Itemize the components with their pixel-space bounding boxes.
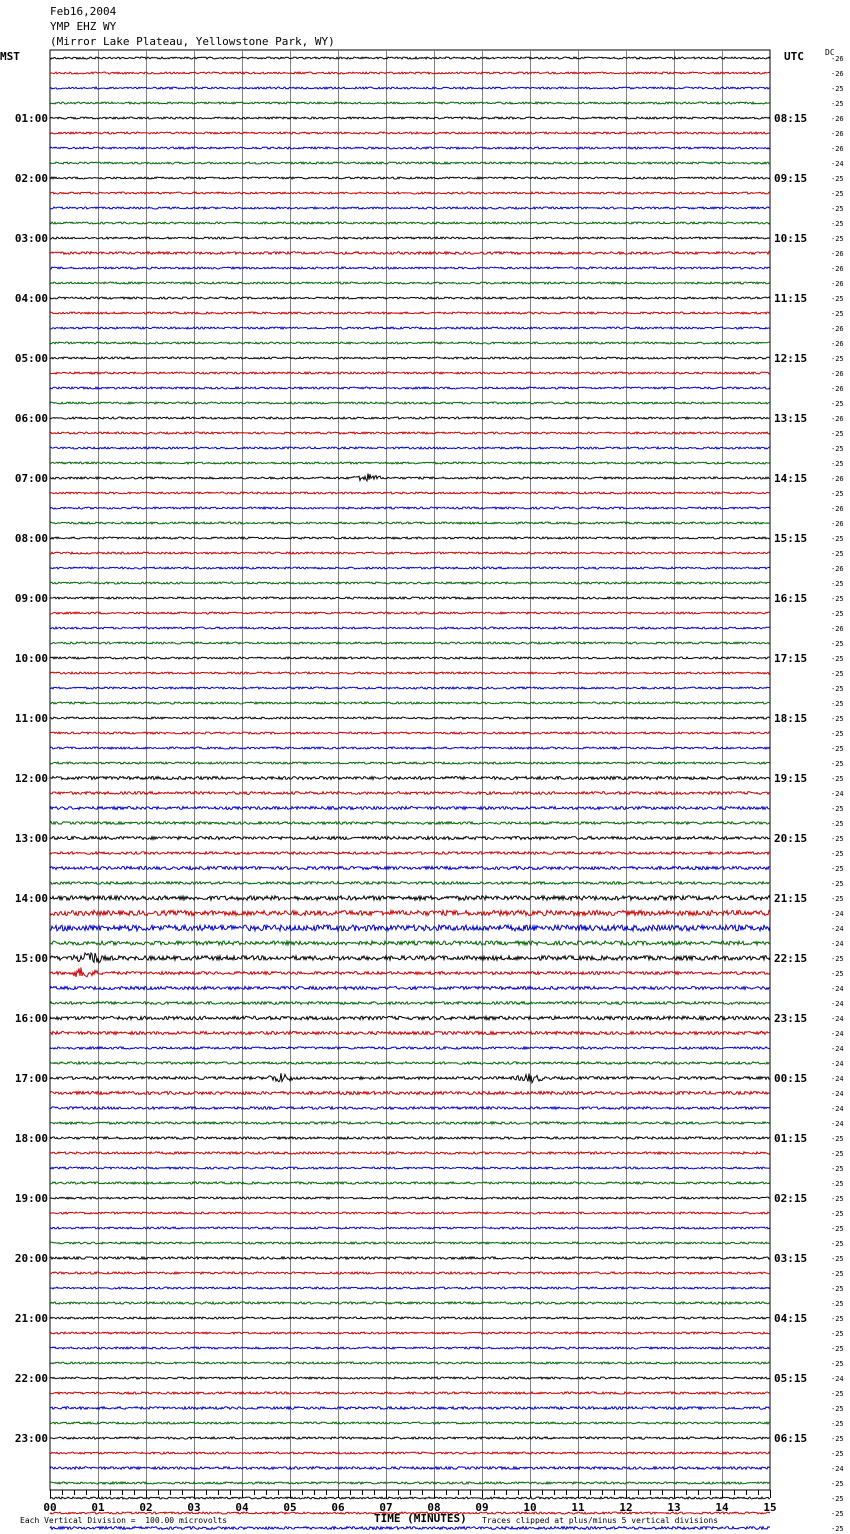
dc-offset-label: -25 xyxy=(831,1285,844,1293)
dc-offset-label: -25 xyxy=(831,445,844,453)
mst-hour-label: 19:00 xyxy=(14,1192,48,1205)
trace-63 xyxy=(50,1002,770,1005)
dc-offset-label: -26 xyxy=(831,415,844,423)
trace-8 xyxy=(50,177,770,179)
x-tick-label: 01 xyxy=(91,1501,105,1514)
header-date: Feb16,2004 xyxy=(50,5,117,18)
dc-offset-label: -25 xyxy=(831,745,844,753)
dc-offset-label: -26 xyxy=(831,70,844,78)
utc-hour-label: 01:15 xyxy=(774,1132,808,1145)
trace-43 xyxy=(50,702,770,704)
trace-70 xyxy=(50,1107,770,1110)
trace-10 xyxy=(50,207,770,209)
left-zone-label: MST xyxy=(0,50,20,63)
trace-35 xyxy=(50,582,770,584)
trace-32 xyxy=(50,537,770,539)
trace-55 xyxy=(50,882,770,885)
utc-hour-label: 18:15 xyxy=(774,712,808,725)
dc-offset-label: -26 xyxy=(831,370,844,378)
dc-offset-label: -25 xyxy=(831,670,844,678)
dc-offset-label: -25 xyxy=(831,640,844,648)
dc-offset-label: -25 xyxy=(831,205,844,213)
dc-offset-label: -26 xyxy=(831,385,844,393)
utc-hour-label: 03:15 xyxy=(774,1252,808,1265)
trace-61 xyxy=(50,967,770,976)
utc-hour-label: 04:15 xyxy=(774,1312,808,1325)
x-tick-label: 15 xyxy=(763,1501,777,1514)
trace-51 xyxy=(50,822,770,825)
mst-hour-label: 18:00 xyxy=(14,1132,48,1145)
dc-offset-label: -24 xyxy=(831,790,844,798)
trace-38 xyxy=(50,627,770,629)
mst-hour-label: 17:00 xyxy=(14,1072,48,1085)
trace-29 xyxy=(50,492,770,494)
utc-hour-label: 15:15 xyxy=(774,532,808,545)
trace-24 xyxy=(50,417,770,419)
trace-30 xyxy=(50,507,770,509)
trace-11 xyxy=(50,222,770,224)
dc-offset-label: -25 xyxy=(831,460,844,468)
trace-20 xyxy=(50,357,770,359)
utc-hour-label: 20:15 xyxy=(774,832,808,845)
dc-offset-label: -25 xyxy=(831,1390,844,1398)
utc-hour-label: 19:15 xyxy=(774,772,808,785)
dc-offset-label: -24 xyxy=(831,1075,844,1083)
trace-57 xyxy=(50,910,770,915)
header-location: (Mirror Lake Plateau, Yellowstone Park, WY) xyxy=(50,35,335,48)
dc-offset-label: -25 xyxy=(831,835,844,843)
trace-9 xyxy=(50,192,770,194)
utc-hour-label: 10:15 xyxy=(774,232,808,245)
trace-39 xyxy=(50,642,770,644)
x-tick-label: 04 xyxy=(235,1501,249,1514)
dc-offset-label: -25 xyxy=(831,850,844,858)
trace-28 xyxy=(50,474,770,481)
mst-hour-label: 08:00 xyxy=(14,532,48,545)
dc-offset-label: -25 xyxy=(831,1435,844,1443)
trace-53 xyxy=(50,852,770,855)
dc-offset-label: -26 xyxy=(831,625,844,633)
trace-31 xyxy=(50,522,770,524)
dc-offset-label: -26 xyxy=(831,55,844,63)
trace-90 xyxy=(50,1407,770,1410)
trace-18 xyxy=(50,327,770,329)
trace-1 xyxy=(50,72,770,74)
trace-85 xyxy=(50,1332,770,1334)
x-tick-label: 05 xyxy=(283,1501,297,1514)
trace-50 xyxy=(50,807,770,810)
trace-0 xyxy=(50,57,770,59)
utc-hour-label: 00:15 xyxy=(774,1072,808,1085)
dc-offset-label: -26 xyxy=(831,520,844,528)
dc-offset-label: -25 xyxy=(831,1525,844,1533)
trace-76 xyxy=(50,1197,770,1199)
trace-3 xyxy=(50,102,770,104)
dc-offset-label: -26 xyxy=(831,280,844,288)
dc-offset-label: -25 xyxy=(831,175,844,183)
dc-offset-label: -25 xyxy=(831,820,844,828)
clip-note: Traces clipped at plus/minus 5 vertical divisions xyxy=(482,1516,719,1525)
trace-26 xyxy=(50,447,770,449)
trace-21 xyxy=(50,372,770,374)
x-tick-label: 14 xyxy=(715,1501,729,1514)
mst-hour-label: 20:00 xyxy=(14,1252,48,1265)
dc-offset-label: -25 xyxy=(831,685,844,693)
dc-offset-label: -25 xyxy=(831,1270,844,1278)
dc-offset-label: -25 xyxy=(831,655,844,663)
trace-95 xyxy=(50,1482,770,1484)
dc-offset-label: -25 xyxy=(831,490,844,498)
utc-hour-label: 09:15 xyxy=(774,172,808,185)
dc-label: DC xyxy=(825,48,835,57)
mst-hour-label: 02:00 xyxy=(14,172,48,185)
dc-offset-label: -24 xyxy=(831,1090,844,1098)
trace-91 xyxy=(50,1422,770,1424)
dc-offset-label: -25 xyxy=(831,715,844,723)
trace-82 xyxy=(50,1287,770,1289)
dc-offset-label: -25 xyxy=(831,1255,844,1263)
scale-note: Each Vertical Division = 100.00 microvolts xyxy=(20,1516,228,1525)
trace-33 xyxy=(50,552,770,554)
trace-58 xyxy=(50,925,770,931)
trace-15 xyxy=(50,282,770,284)
dc-offset-label: -25 xyxy=(831,1450,844,1458)
dc-offset-label: -25 xyxy=(831,760,844,768)
dc-offset-label: -25 xyxy=(831,610,844,618)
mst-hour-label: 15:00 xyxy=(14,952,48,965)
dc-offset-label: -25 xyxy=(831,190,844,198)
trace-52 xyxy=(50,836,770,839)
trace-62 xyxy=(50,986,770,989)
dc-offset-label: -26 xyxy=(831,325,844,333)
dc-offset-label: -25 xyxy=(831,1195,844,1203)
trace-77 xyxy=(50,1212,770,1214)
trace-7 xyxy=(50,162,770,164)
utc-hour-label: 23:15 xyxy=(774,1012,808,1025)
dc-offset-label: -24 xyxy=(831,160,844,168)
x-axis-title: TIME (MINUTES) xyxy=(374,1512,467,1525)
dc-offset-label: -24 xyxy=(831,1120,844,1128)
trace-59 xyxy=(50,941,770,945)
dc-offset-label: -26 xyxy=(831,130,844,138)
x-tick-label: 06 xyxy=(331,1501,345,1514)
dc-offset-label: -25 xyxy=(831,1510,844,1518)
utc-hour-label: 22:15 xyxy=(774,952,808,965)
trace-96 xyxy=(50,1497,770,1499)
utc-hour-label: 11:15 xyxy=(774,292,808,305)
dc-offset-label: -25 xyxy=(831,700,844,708)
trace-64 xyxy=(50,1016,770,1020)
dc-offset-label: -25 xyxy=(831,400,844,408)
trace-44 xyxy=(50,717,770,719)
trace-72 xyxy=(50,1137,770,1139)
x-tick-label: 11 xyxy=(571,1501,585,1514)
trace-48 xyxy=(50,776,770,779)
trace-93 xyxy=(50,1452,770,1454)
trace-34 xyxy=(50,567,770,569)
trace-17 xyxy=(50,312,770,314)
trace-5 xyxy=(50,132,770,134)
mst-hour-label: 22:00 xyxy=(14,1372,48,1385)
trace-66 xyxy=(50,1047,770,1049)
trace-75 xyxy=(50,1182,770,1184)
dc-offset-label: -24 xyxy=(831,1060,844,1068)
dc-offset-label: -25 xyxy=(831,895,844,903)
x-tick-label: 10 xyxy=(523,1501,537,1514)
dc-offset-label: -25 xyxy=(831,535,844,543)
trace-46 xyxy=(50,747,770,749)
dc-offset-label: -25 xyxy=(831,955,844,963)
trace-4 xyxy=(50,117,770,119)
dc-offset-label: -26 xyxy=(831,505,844,513)
trace-94 xyxy=(50,1467,770,1470)
trace-19 xyxy=(50,342,770,344)
dc-offset-label: -25 xyxy=(831,220,844,228)
utc-hour-label: 21:15 xyxy=(774,892,808,905)
dc-offset-label: -25 xyxy=(831,595,844,603)
utc-hour-label: 14:15 xyxy=(774,472,808,485)
trace-60 xyxy=(50,953,770,963)
dc-offset-label: -25 xyxy=(831,550,844,558)
dc-offset-label: -26 xyxy=(831,265,844,273)
x-tick-label: 12 xyxy=(619,1501,633,1514)
trace-22 xyxy=(50,387,770,389)
trace-54 xyxy=(50,866,770,869)
trace-42 xyxy=(50,687,770,689)
dc-offset-label: -25 xyxy=(831,1225,844,1233)
mst-hour-label: 07:00 xyxy=(14,472,48,485)
trace-71 xyxy=(50,1122,770,1124)
trace-40 xyxy=(50,657,770,659)
mst-hour-label: 01:00 xyxy=(14,112,48,125)
dc-offset-label: -26 xyxy=(831,145,844,153)
trace-73 xyxy=(50,1152,770,1154)
trace-69 xyxy=(50,1091,770,1094)
dc-offset-label: -25 xyxy=(831,100,844,108)
dc-offset-label: -25 xyxy=(831,1180,844,1188)
utc-hour-label: 02:15 xyxy=(774,1192,808,1205)
trace-16 xyxy=(50,297,770,299)
dc-offset-label: -25 xyxy=(831,1405,844,1413)
trace-79 xyxy=(50,1242,770,1244)
dc-offset-label: -25 xyxy=(831,1480,844,1488)
mst-hour-label: 21:00 xyxy=(14,1312,48,1325)
trace-80 xyxy=(50,1257,770,1259)
right-zone-label: UTC xyxy=(784,50,804,63)
trace-47 xyxy=(50,762,770,764)
dc-offset-label: -25 xyxy=(831,1360,844,1368)
dc-offset-label: -26 xyxy=(831,475,844,483)
trace-83 xyxy=(50,1302,770,1304)
dc-offset-label: -25 xyxy=(831,775,844,783)
dc-offset-label: -25 xyxy=(831,805,844,813)
mst-hour-label: 06:00 xyxy=(14,412,48,425)
dc-offset-label: -25 xyxy=(831,1300,844,1308)
dc-offset-label: -24 xyxy=(831,910,844,918)
utc-hour-label: 13:15 xyxy=(774,412,808,425)
dc-offset-label: -26 xyxy=(831,565,844,573)
trace-36 xyxy=(50,597,770,599)
dc-offset-label: -25 xyxy=(831,880,844,888)
dc-offset-label: -25 xyxy=(831,1330,844,1338)
mst-hour-label: 12:00 xyxy=(14,772,48,785)
trace-2 xyxy=(50,87,770,89)
dc-offset-label: -24 xyxy=(831,1000,844,1008)
dc-offset-label: -24 xyxy=(831,1465,844,1473)
dc-offset-label: -25 xyxy=(831,1420,844,1428)
trace-27 xyxy=(50,462,770,464)
x-tick-label: 08 xyxy=(427,1501,441,1514)
trace-12 xyxy=(50,237,770,239)
mst-hour-label: 09:00 xyxy=(14,592,48,605)
utc-hour-label: 17:15 xyxy=(774,652,808,665)
dc-offset-label: -25 xyxy=(831,1150,844,1158)
header-station: YMP EHZ WY xyxy=(50,20,117,33)
dc-offset-label: -25 xyxy=(831,1345,844,1353)
dc-offset-label: -24 xyxy=(831,985,844,993)
trace-78 xyxy=(50,1227,770,1229)
dc-offset-label: -25 xyxy=(831,1240,844,1248)
trace-68 xyxy=(50,1073,770,1083)
trace-37 xyxy=(50,612,770,614)
trace-92 xyxy=(50,1437,770,1439)
dc-offset-label: -24 xyxy=(831,925,844,933)
mst-hour-label: 23:00 xyxy=(14,1432,48,1445)
utc-hour-label: 05:15 xyxy=(774,1372,808,1385)
trace-81 xyxy=(50,1272,770,1274)
dc-offset-label: -25 xyxy=(831,865,844,873)
trace-25 xyxy=(50,432,770,434)
dc-offset-label: -25 xyxy=(831,1165,844,1173)
trace-88 xyxy=(50,1377,770,1379)
trace-86 xyxy=(50,1347,770,1349)
utc-hour-label: 12:15 xyxy=(774,352,808,365)
x-tick-label: 13 xyxy=(667,1501,681,1514)
mst-hour-label: 11:00 xyxy=(14,712,48,725)
dc-offset-label: -24 xyxy=(831,1045,844,1053)
trace-74 xyxy=(50,1167,770,1169)
mst-hour-label: 13:00 xyxy=(14,832,48,845)
trace-67 xyxy=(50,1062,770,1064)
trace-89 xyxy=(50,1392,770,1394)
trace-41 xyxy=(50,672,770,674)
mst-hour-label: 04:00 xyxy=(14,292,48,305)
dc-offset-label: -25 xyxy=(831,1315,844,1323)
trace-23 xyxy=(50,402,770,404)
x-tick-label: 07 xyxy=(379,1501,393,1514)
trace-98 xyxy=(50,1527,770,1530)
mst-hour-label: 03:00 xyxy=(14,232,48,245)
dc-offset-label: -25 xyxy=(831,310,844,318)
utc-hour-label: 16:15 xyxy=(774,592,808,605)
dc-offset-label: -24 xyxy=(831,1105,844,1113)
mst-hour-label: 16:00 xyxy=(14,1012,48,1025)
dc-offset-label: -25 xyxy=(831,355,844,363)
x-tick-label: 09 xyxy=(475,1501,489,1514)
trace-56 xyxy=(50,896,770,900)
dc-offset-label: -25 xyxy=(831,970,844,978)
mst-hour-label: 05:00 xyxy=(14,352,48,365)
dc-offset-label: -25 xyxy=(831,1135,844,1143)
dc-offset-label: -25 xyxy=(831,430,844,438)
trace-6 xyxy=(50,147,770,149)
dc-offset-label: -26 xyxy=(831,340,844,348)
dc-offset-label: -25 xyxy=(831,295,844,303)
utc-hour-label: 08:15 xyxy=(774,112,808,125)
dc-offset-label: -25 xyxy=(831,730,844,738)
dc-offset-label: -25 xyxy=(831,580,844,588)
trace-87 xyxy=(50,1362,770,1364)
trace-45 xyxy=(50,732,770,734)
dc-offset-label: -25 xyxy=(831,1495,844,1503)
dc-offset-label: -25 xyxy=(831,1210,844,1218)
trace-14 xyxy=(50,267,770,269)
mst-hour-label: 14:00 xyxy=(14,892,48,905)
dc-offset-label: -26 xyxy=(831,250,844,258)
dc-offset-label: -25 xyxy=(831,85,844,93)
x-tick-label: 03 xyxy=(187,1501,201,1514)
trace-84 xyxy=(50,1317,770,1319)
dc-offset-label: -24 xyxy=(831,1375,844,1383)
dc-offset-label: -24 xyxy=(831,1015,844,1023)
dc-offset-label: -26 xyxy=(831,115,844,123)
x-tick-label: 02 xyxy=(139,1501,153,1514)
dc-offset-label: -24 xyxy=(831,940,844,948)
trace-13 xyxy=(50,252,770,255)
dc-offset-label: -24 xyxy=(831,1030,844,1038)
trace-49 xyxy=(50,792,770,795)
mst-hour-label: 10:00 xyxy=(14,652,48,665)
dc-offset-label: -25 xyxy=(831,235,844,243)
utc-hour-label: 06:15 xyxy=(774,1432,808,1445)
x-tick-label: 00 xyxy=(43,1501,57,1514)
trace-65 xyxy=(50,1031,770,1034)
